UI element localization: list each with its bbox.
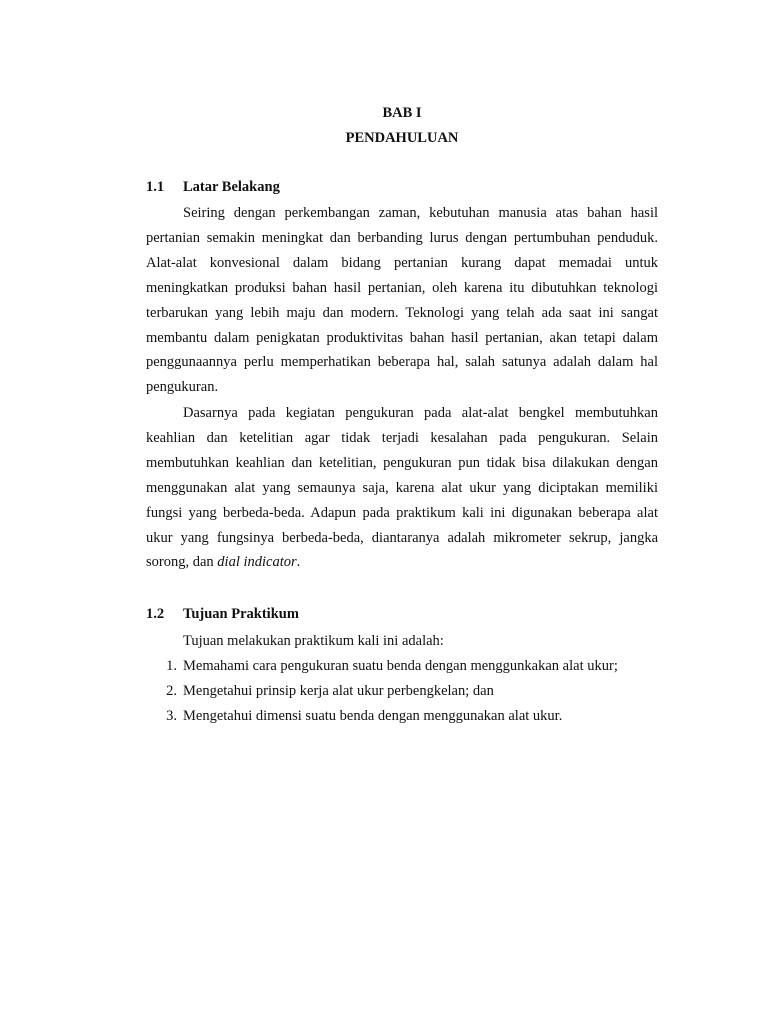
paragraph-latar-belakang-1: Seiring dengan perkembangan zaman, kebutuhan manusia atas bahan hasil pertanian semakin meningkat dan berbanding lurus dengan pertumbuhan penduduk. Alat-alat konvesional dalam bidang pertanian kurang dapat memadai untuk meningkatkan produksi bahan hasil pertanian, oleh karena itu dibutuhkan teknologi terbarukan yang lebih maju dan modern. Teknologi yang telah ada saat ini sangat membantu dalam penigkatan produktivitas bahan hasil pertanian, akan tetapi dalam penggunaannya perlu memperhatikan beberapa hal, salah satunya adalah dalam hal pengukuran. bbox=[146, 205, 658, 396]
section-title: Latar Belakang bbox=[183, 179, 280, 195]
italic-term: dial indicator bbox=[217, 554, 297, 571]
section-number: 1.1 bbox=[146, 179, 165, 195]
chapter-title: PENDAHULUAN bbox=[345, 130, 459, 146]
list-number: 3. bbox=[166, 707, 177, 724]
chapter-label: BAB I bbox=[382, 105, 422, 121]
list-number: 1. bbox=[166, 658, 177, 674]
section-number: 1.2 bbox=[146, 606, 165, 622]
section-heading-tujuan-praktikum bbox=[146, 604, 299, 624]
list-number: 2. bbox=[166, 682, 177, 699]
paragraph-end: . bbox=[296, 554, 301, 571]
section-heading-latar-belakang bbox=[146, 177, 280, 197]
list-item bbox=[146, 704, 658, 729]
list-item bbox=[146, 654, 658, 679]
goal-list bbox=[146, 654, 658, 729]
list-text: Mengetahui dimensi suatu benda dengan menggunakan alat ukur. bbox=[183, 707, 563, 724]
list-text: Memahami cara pengukuran suatu benda dengan menggunkakan alat ukur; bbox=[183, 658, 618, 674]
paragraph-text: Dasarnya pada kegiatan pengukuran pada alat-alat bengkel membutuhkan keahlian dan ketelitian agar tidak terjadi kesalahan pada pengukuran. Selain membutuhkan keahlian dan ketelitian, pengukuran pun tidak bisa dilakukan dengan menggunakan alat yang semaunya saja, karena alat ukur yang diciptakan memiliki fungsi yang berbeda-beda. Adapun pada praktikum kali ini digunakan beberapa alat ukur yang fungsinya berbeda-beda, diantaranya adalah mikrometer sekrup, jangka sorong, dan bbox=[146, 405, 658, 571]
paragraph-latar-belakang-2 bbox=[146, 401, 658, 575]
list-item bbox=[146, 679, 658, 704]
paragraph-tujuan-intro: Tujuan melakukan praktikum kali ini adalah: bbox=[183, 633, 444, 649]
section-title: Tujuan Praktikum bbox=[183, 606, 299, 622]
list-text: Mengetahui prinsip kerja alat ukur perbengkelan; dan bbox=[183, 682, 494, 699]
